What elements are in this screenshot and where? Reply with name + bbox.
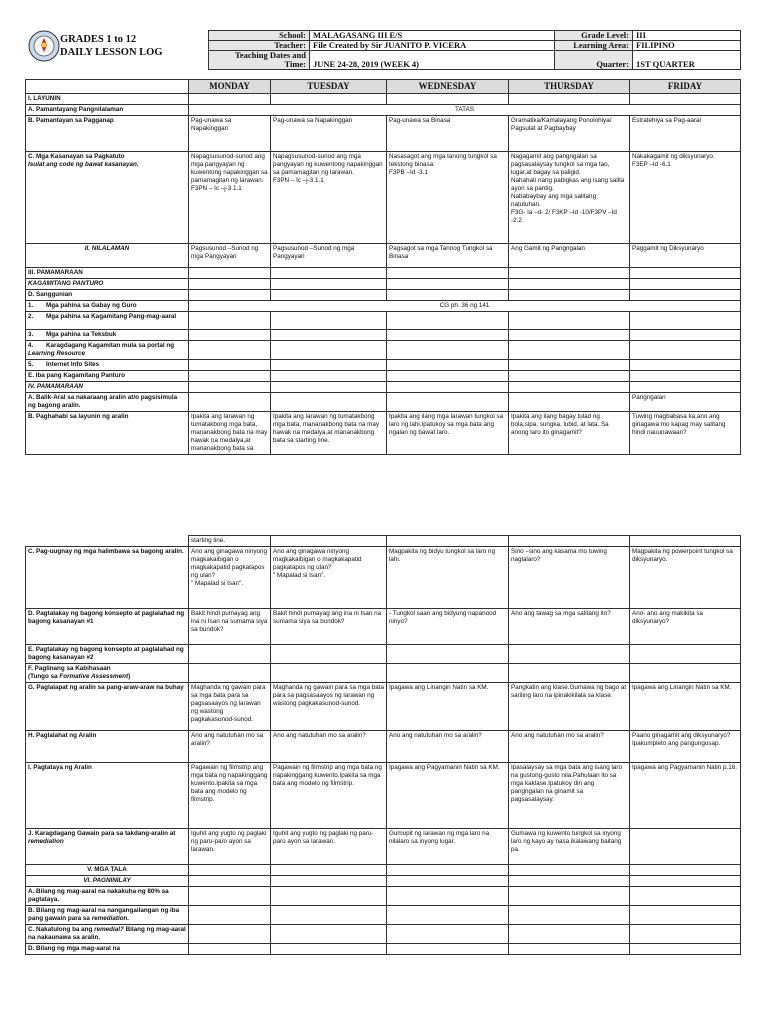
cell (271, 944, 387, 955)
d2-friday: Ano- ano ang makikita sa diksyunaryo? (630, 609, 741, 645)
cell (509, 279, 630, 290)
cell (271, 290, 387, 301)
area-label: Learning Area: (555, 41, 633, 51)
h2-tuesday: Ano ang natutuhan mo sa aralin? (271, 731, 387, 763)
day-tuesday: TUESDAY (271, 80, 387, 94)
cell (509, 645, 630, 664)
cell (271, 393, 387, 412)
cell (271, 925, 387, 944)
cell (630, 312, 741, 330)
row-karagdagang-gawain (26, 829, 741, 865)
cell (271, 664, 387, 683)
cell (189, 371, 271, 382)
cell (630, 925, 741, 944)
day-thursday: THURSDAY (509, 80, 630, 94)
c2-friday: Magpakita ng powerpoint tungkol sa diksyunaryo. (630, 547, 741, 609)
row-pag-uugnay (26, 547, 741, 609)
j2-monday: Iguhit ang yugto ng paglaki ng paru-paro ayon sa larawan. (189, 829, 271, 865)
cell (509, 330, 630, 341)
cell (509, 944, 630, 955)
nilalaman-monday: Pagsusunod –Sunod ng mga Pangyayari (189, 244, 271, 268)
f2-label: F. Paglinang sa Kabihasaan (28, 665, 111, 672)
cell (630, 360, 741, 371)
lesson-table-page1 (25, 79, 741, 455)
cell (271, 876, 387, 887)
f2-sub-italic: Formative Assessment (59, 673, 129, 680)
row-pagninilay (26, 876, 741, 887)
row-internet (26, 360, 741, 371)
row-paglalapat (26, 683, 741, 731)
cell (509, 536, 630, 547)
g2-thursday: Pangkatin ang klase.Gumawa ng bago at sariling laro na ipinakikilala sa klase. (509, 683, 630, 731)
f2-sub (28, 673, 186, 681)
cell (630, 876, 741, 887)
cell (509, 94, 630, 105)
nilalaman-label: II. NILALAMAN (26, 244, 189, 268)
v-label: V. MGA TALA (26, 865, 189, 876)
grade-label: Grade Level: (555, 31, 633, 41)
f2-sub-text: (Tungo sa (28, 673, 60, 680)
row-paglalahat (26, 731, 741, 763)
a2-friday: Pangngalan (630, 393, 741, 412)
cell (271, 312, 387, 330)
b2-friday: Tuwing magbabasa ka,ano ang ginagawa mo kapag may salitang hindi nauunawaan? (630, 412, 741, 455)
row-reflection-c (26, 925, 741, 944)
cell (387, 906, 509, 925)
cell (387, 944, 509, 955)
cell (189, 312, 271, 330)
cell (387, 279, 509, 290)
layunin-label: I. LAYUNIN (26, 94, 189, 105)
cell (271, 865, 387, 876)
g2-tuesday: Maghanda ng gawain para sa mga bata para sa pagsasaayos ng larawan ng wastong pagkakasunod-sunod. (271, 683, 387, 731)
cell (630, 536, 741, 547)
j2-tuesday: Iguhit ang yugto ng paglaki ng paru-paro ayon sa larawan. (271, 829, 387, 865)
nilalaman-thursday: Ang Gamit ng Pangngalan (509, 244, 630, 268)
nilalaman-wednesday: Pagsagot sa mga Tannog Tungkol sa Binasa (387, 244, 509, 268)
c-sub: Isulat ang code ng bawat kasanayan. (28, 161, 139, 168)
day-friday: FRIDAY (630, 80, 741, 94)
d2-monday: Bakit hindi pumayag ang ina ni Isan na sumama siya sa bundok? (189, 609, 271, 645)
row-iba-pang-kagamitan (26, 371, 741, 382)
a-merged: TATAS (189, 105, 741, 116)
day-monday: MONDAY (189, 80, 271, 94)
e-label: E. Iba pang Kagamitang Panturo (26, 371, 189, 382)
cell (189, 925, 271, 944)
row-pamantayang-pangnilalaman (26, 105, 741, 116)
d1-merged: CG ph. 36 ng 141 (189, 301, 741, 312)
h2-label: H. Paglalahat ng Aralin (26, 731, 189, 763)
teacher-label: Teacher: (209, 41, 310, 51)
j2-label-cell (26, 829, 189, 865)
d4-label-cell: 4. Karagdagang Kagamitan mula sa portal ng Learning Resource (26, 341, 189, 360)
cell (387, 341, 509, 360)
cell (189, 876, 271, 887)
c-label-cell (26, 152, 189, 244)
d5-label-cell: 5. Internet Info Sites (26, 360, 189, 371)
cell (630, 268, 741, 279)
cell (189, 865, 271, 876)
b2-thursday: Ipakita ang ilang bagay tulad ng bola,sipa, sungka, lubid, at lata. Sa anong laro ito ginagamit? (509, 412, 630, 455)
cell (509, 360, 630, 371)
vi-label: VI. PAGNINILAY (26, 876, 189, 887)
c-thursday: Nagagamit ang pangngalan sa pagsasalaysay tungkol sa mga tao, lugar,at bagay sa paligid. Nahahati nang pabigkas ang isang salita ayon sa pantig. Nababaybay ang mga salitang natutuhan. F3G- Ia –d- 2/ F3KP –Id -10/F3PV –Id -2.2 (509, 152, 630, 244)
row-kasanayan (26, 152, 741, 244)
g2-wednesday: Ipagawa ang Linangin Natin sa KM. (387, 683, 509, 731)
g2-friday: Ipagawa ang Linangin Natin sa KM. (630, 683, 741, 731)
d3-label-cell: 3. Mga pahina sa Teksbuk (26, 330, 189, 341)
c-wednesday: Nasasagot ang mga tanong tungkol sa tekstong binasa. F3PB –Id -3.1 (387, 152, 509, 244)
cell (509, 312, 630, 330)
cell (189, 382, 271, 393)
cell (271, 906, 387, 925)
cell (189, 887, 271, 906)
cell (189, 290, 271, 301)
d2-thursday: Ano ang tawag sa mga salitang ito? (509, 609, 630, 645)
cell (509, 393, 630, 412)
cell (630, 330, 741, 341)
cell (271, 536, 387, 547)
row-mga-tala (26, 865, 741, 876)
c-label: C. Mga Kasanayan sa Pagkatuto (28, 153, 125, 160)
j2-label-italic: remediation (28, 838, 64, 845)
cell (630, 944, 741, 955)
cell (189, 330, 271, 341)
cell (189, 341, 271, 360)
rc-label-end: Bilang ng mag-aaral na nakaunawa sa aralin. (28, 926, 186, 941)
cell (509, 371, 630, 382)
j2-thursday: Gumawa ng kuwento tungkol sa inyong laro ng kayo ay nasa ikalawang baitang pa. (509, 829, 630, 865)
h2-thursday: Ano ang natutuhan mo sa aralin? (509, 731, 630, 763)
cell (387, 536, 509, 547)
i2-tuesday: Pagawain ng filmstrip ang mga bata ng napakinggang kuwento.Ipakita sa mga bata ang modelo ng filmstrip. (271, 763, 387, 829)
b-label: B. Pamantayan sa Pagganap (26, 116, 189, 152)
rc-label-cell (26, 925, 189, 944)
lesson-table-page2 (25, 535, 741, 955)
nilalaman-friday: Paggamit ng Diksyunaryo (630, 244, 741, 268)
cell (630, 94, 741, 105)
cell (509, 664, 630, 683)
dates-label: Teaching Dates and Time: (209, 51, 310, 70)
row-paghahabi (26, 412, 741, 455)
document-title: GRADES 1 to 12 DAILY LESSON LOG (60, 34, 163, 58)
row-pamamaraan (26, 268, 741, 279)
cell (189, 906, 271, 925)
school-label: School: (209, 31, 310, 41)
page-gap (0, 468, 768, 530)
i2-wednesday: Ipagawa ang Pagyamanin Natin sa KM. (387, 763, 509, 829)
cell (189, 268, 271, 279)
row-reflection-a (26, 887, 741, 906)
cell (509, 341, 630, 360)
row-pagtalakay-1 (26, 609, 741, 645)
row-sanggunian (26, 290, 741, 301)
h2-friday: Paano ginagamit ang diksyunaryo?Ipakumpleto ang pangungusap. (630, 731, 741, 763)
c2-thursday: Sino –sino ang kasama mo tuwing naglalaro? (509, 547, 630, 609)
cell (630, 865, 741, 876)
j2-wednesday: Gumupit ng larawan ng mga laro na nilalaro sa inyong lugar. (387, 829, 509, 865)
cell (189, 94, 271, 105)
cell (271, 371, 387, 382)
j2-friday (630, 829, 741, 865)
dates-value: JUNE 24-28, 2019 (WEEK 4) (310, 51, 555, 70)
h2-wednesday: Ano ang natutuhan mo sa aralin? (387, 731, 509, 763)
row-gabay-guro (26, 301, 741, 312)
rd-label: D. Bilang ng mga mag-aaral na (26, 944, 189, 955)
j2-label: J. Karagdagang Gawain para sa takdang-aralin at (28, 830, 176, 837)
cell (509, 887, 630, 906)
row-layunin (26, 94, 741, 105)
cell (271, 645, 387, 664)
d2-label: D. Pagtalakay ng bagong konsepto at paglalahad ng bagong kasanayan #1 (26, 609, 189, 645)
row-balik-aral (26, 393, 741, 412)
g2-label: G. Paglalapat ng aralin sa pang-araw-araw na buhay (26, 683, 189, 731)
rc-label-italic: remedial? (94, 926, 124, 933)
i2-friday: Ipagawa ang Pagyamanin Natin p.16. (630, 763, 741, 829)
d2-tuesday: Bakit hindi pumayag ang ina ni Isan na sumama siya sa bundok? (271, 609, 387, 645)
day-wednesday: WEDNESDAY (387, 80, 509, 94)
row-reflection-b (26, 906, 741, 925)
cell (509, 906, 630, 925)
row-kagamitan (26, 279, 741, 290)
cell (387, 925, 509, 944)
c2-tuesday: Ano ang ginagawa ninyong magkakaibigan o magkakapatid pagkatapos ng ulan? " Mapalad si Isan". (271, 547, 387, 609)
cell (387, 268, 509, 279)
i2-thursday: Ipasalaysay sa mga bata ang isang laro na gustong-gusto nila.Pahulaan ito sa mga kaklase.Ipatukoy din ang pangngalan na ginamit sa pagsasalaysay. (509, 763, 630, 829)
cell (387, 876, 509, 887)
c2-monday: Ano ang ginagawa ninyong magkakaibigan o magkakapatid pagkatapos ng ulan? " Mapalad si Isan". (189, 547, 271, 609)
cell (509, 290, 630, 301)
row-pamamaraan-iv (26, 382, 741, 393)
h2-monday: Ano ang natutuhan mo sa aralin? (189, 731, 271, 763)
c-monday: Napagsusunod-sunod ang mga pangyayari ng kuwentong napakinggan sa pamamagitan ng larawan. F3PN – Ic –j-3.1.1 (189, 152, 271, 244)
rb-label-italic: remediation. (91, 915, 130, 922)
cell (387, 360, 509, 371)
cell (387, 664, 509, 683)
grade-value: III (633, 31, 741, 41)
cell (509, 865, 630, 876)
d-label: D. Sanggunian (26, 290, 189, 301)
i2-monday: Pagawain ng filmstrip ang mga bata ng napakinggang kuwento.Ipakita sa mga bata ang modelo ng filmstrip. (189, 763, 271, 829)
b2-tuesday: Ipakita ang larawan ng tumatakbong mga bata, mananakbong bata na may hawak na medalya,at mananakbong bata sa starting line. (271, 412, 387, 455)
cell (189, 360, 271, 371)
a2-label: A. Balik-Aral sa nakaraang aralin at/o pagsisimula ng bagong aralin. (26, 393, 189, 412)
quarter-label: Quarter: (555, 51, 633, 70)
cell (271, 268, 387, 279)
page-one (0, 0, 768, 468)
cell (26, 536, 189, 547)
continued-monday: starting line. (189, 536, 271, 547)
day-header-row (26, 80, 741, 94)
cell (271, 382, 387, 393)
cell (271, 887, 387, 906)
school-value: MALAGASANG III E/S (310, 31, 555, 41)
pamamaraan-label: III. PAMAMARAAN (26, 268, 189, 279)
rb-label-cell (26, 906, 189, 925)
d5-label: Internet Info Sites (46, 361, 100, 368)
iv-label: IV. PAMAMARAAN (26, 382, 189, 393)
cell (189, 645, 271, 664)
c2-wednesday: Magpakita ng bidyu tungkol sa laro ng lahi. (387, 547, 509, 609)
f2-sub-close: ) (128, 673, 131, 680)
nilalaman-tuesday: Pagsusunod –Sunod ng mga Pangyayari (271, 244, 387, 268)
c2-label: C. Pag-uugnay ng mga halimbawa sa bagong aralin. (26, 547, 189, 609)
b2-monday: Ipakita ang larawan ng tumatakbong mga bata, mananakbong bata na may hawak na medalya,at mananakbong bata sa (189, 412, 271, 455)
cell (387, 330, 509, 341)
b-wednesday: Pag-unawa sa Binasa (387, 116, 509, 152)
cell (387, 371, 509, 382)
cell (271, 330, 387, 341)
row-nilalaman (26, 244, 741, 268)
cell (387, 865, 509, 876)
cell (387, 290, 509, 301)
row-continued (26, 536, 741, 547)
cell (387, 887, 509, 906)
cell (271, 279, 387, 290)
f2-label-cell (26, 664, 189, 683)
d2-wednesday: - Tungkol saan ang bidyung napanood ninyo? (387, 609, 509, 645)
d2-label: Mga pahina sa Kagamitang Pang-mag-aaral (46, 313, 177, 320)
cell (189, 664, 271, 683)
cell (189, 944, 271, 955)
cell (630, 290, 741, 301)
cell (271, 341, 387, 360)
cell (630, 341, 741, 360)
kagamitan-label: KAGAMITANG PANTURO (26, 279, 189, 290)
cell (189, 393, 271, 412)
d3-label: Mga pahina sa Teksbuk (46, 331, 117, 338)
b2-wednesday: Ipakita ang ilang mga larawan tungkol sa laro ng lahi.Ipatukoy sa mga bata ang ngalan ng bawat laro. (387, 412, 509, 455)
b-friday: Estratehiya sa Pag-aaral (630, 116, 741, 152)
header-info-table (208, 30, 741, 70)
g2-monday: Maghanda ng gawain para sa mga bata para sa pagsasaayos ng larawan ng wastong pagkakasunod-sunod. (189, 683, 271, 731)
a-label: A. Pamantayang Pangnilalaman (26, 105, 189, 116)
cell (630, 382, 741, 393)
row-kagamitang-mag-aaral (26, 312, 741, 330)
d4-label-italic: Learning Resource (28, 350, 86, 357)
cell (630, 664, 741, 683)
cell (509, 876, 630, 887)
area-value: FILIPINO (633, 41, 741, 51)
blank-header-cell (26, 80, 189, 94)
row-reflection-d (26, 944, 741, 955)
row-paglinang (26, 664, 741, 683)
row-teksbuk (26, 330, 741, 341)
teacher-value: File Created by Sir JUANITO P. VICERA (310, 41, 555, 51)
row-pagtataya (26, 763, 741, 829)
d4-label: Karagdagang Kagamitan mula sa portal ng (46, 342, 175, 349)
b-tuesday: Pag-unawa sa Napakinggan (271, 116, 387, 152)
cell (630, 279, 741, 290)
cell (387, 645, 509, 664)
c-friday: Nakakagamit ng diksyunaryo. F3EP –Id -6.1 (630, 152, 741, 244)
row-pagtalakay-2 (26, 645, 741, 664)
d1-label: Mga pahina sa Gabay ng Guro (46, 302, 137, 309)
rb-label: B. Bilang ng mag-aaral na nangangailangan ng iba pang gawain para sa (28, 907, 180, 922)
row-pamantayan-pagganap (26, 116, 741, 152)
ra-label: A. Bilang ng mag-aaral na nakakuha ng 80% sa pagtataya. (26, 887, 189, 906)
b-monday: Pag-unawa sa Napakinggan (189, 116, 271, 152)
cell (189, 279, 271, 290)
d2-label-cell: 2. Mga pahina sa Kagamitang Pang-mag-aaral (26, 312, 189, 330)
cell (387, 94, 509, 105)
e2-label: E. Pagtalakay ng bagong konsepto at paglalahad ng bagong kasanayan #2 (26, 645, 189, 664)
cell (630, 371, 741, 382)
deped-seal-icon (28, 30, 60, 62)
b2-label: B. Paghahabi sa layunin ng aralin (26, 412, 189, 455)
page-two (0, 530, 768, 1024)
cell (387, 312, 509, 330)
i2-label: I. Pagtataya ng Aralin (26, 763, 189, 829)
cell (630, 645, 741, 664)
d1-label-cell: 1. Mga pahina sa Gabay ng Guro (26, 301, 189, 312)
cell (271, 94, 387, 105)
cell (271, 360, 387, 371)
c-tuesday: Napagsusunod-sunod ang mga pangyayari ng kuwentong napakinggan sa pamamagitan ng larawan. F3PN – Ic –j-3.1.1 (271, 152, 387, 244)
cell (630, 906, 741, 925)
quarter-value: 1ST QUARTER (633, 51, 741, 70)
cell (387, 382, 509, 393)
cell (387, 393, 509, 412)
b-thursday: Gramatika/Kamalayang Ponolohiya/ Pagsulat at Pagbaybay (509, 116, 630, 152)
row-karagdagang-kagamitan (26, 341, 741, 360)
rc-label: C. Nakatulong ba ang (28, 926, 93, 933)
cell (509, 268, 630, 279)
cell (509, 925, 630, 944)
cell (630, 887, 741, 906)
cell (509, 382, 630, 393)
